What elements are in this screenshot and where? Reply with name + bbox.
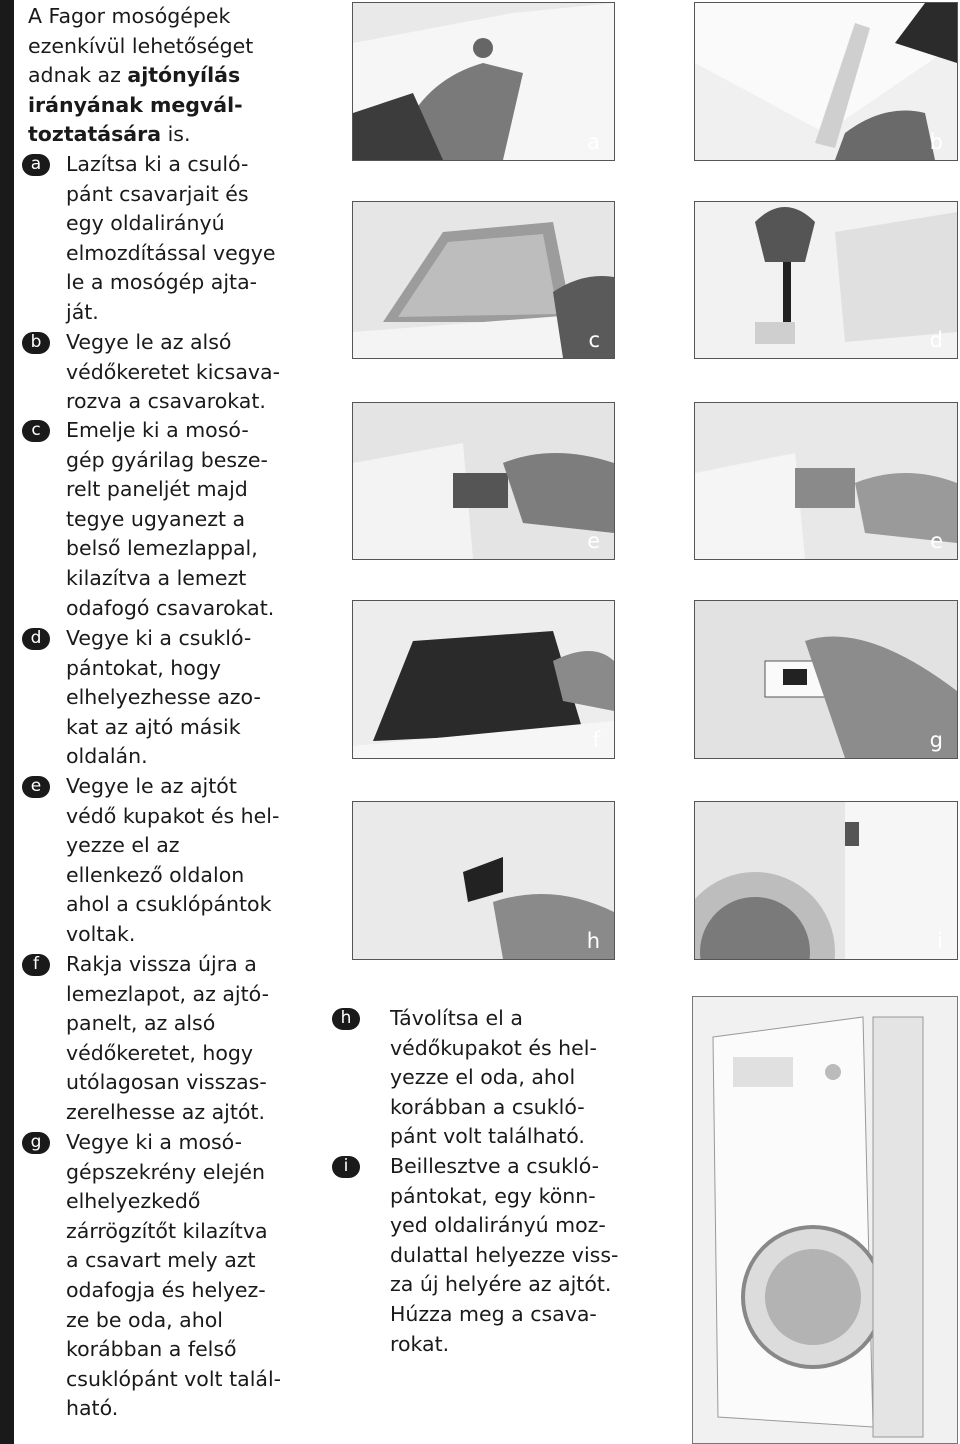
photo-label: a — [587, 130, 600, 154]
photo-e-cap-removal — [352, 402, 615, 560]
photo-c-panel-lift — [352, 201, 615, 359]
step-text: Beillesztve a csukló- pántokat, egy könn- yed oldalirányú moz- dulattal helyezze viss- za új helyére az ajtót. Húzza meg a csava- rokat. — [390, 1154, 619, 1356]
intro-line: ezenkívül lehetőséget — [28, 33, 254, 58]
step-letter-badge: c — [22, 420, 50, 442]
photo-a-door-removal — [352, 2, 615, 161]
step-letter-badge: f — [22, 954, 50, 976]
step-text: Vegye ki a mosó- gépszekrény elején elhelyezkedő zárrögzítőt kilazítva a csavart mely azt odafogja és helyez- ze be oda, ahol korábban a felső csuklópánt volt talál- ható. — [66, 1130, 282, 1421]
photo-label: h — [586, 929, 600, 953]
intro-line: A Fagor mosógépek — [28, 4, 231, 28]
step-text: Lazítsa ki a csuló- pánt csavarjait és egy oldalirányú elmozdítással vegye le a mosógép ajta- ját. — [66, 152, 276, 324]
step-text: Vegye le az ajtót védő kupakot és hel- yezze el az ellenkező oldalon ahol a csuklópántok voltak. — [66, 774, 280, 946]
photo-label: e — [930, 529, 943, 553]
step-letter-badge: d — [22, 628, 50, 650]
step-text: Vegye ki a csukló- pántokat, hogy elhelyezhesse azo- kat az ajtó másik oldalán. — [66, 626, 261, 769]
photo-b-lower-frame — [694, 2, 958, 161]
photo-d-hinge-screws — [694, 201, 958, 359]
intro-bold: ajtónyílás — [127, 63, 241, 88]
step-text: Rakja vissza újra a lemezlapot, az ajtó- panelt, az alsó védőkeretet, hogy utólagosan visszas- zerelhesse az ajtót. — [66, 952, 269, 1124]
photo-label: g — [929, 728, 943, 752]
photo-label: i — [937, 929, 943, 953]
step-letter-badge: a — [22, 154, 50, 176]
photo-washing-machine — [692, 996, 958, 1444]
photo-e-cap-placement — [694, 402, 958, 560]
step-letter-badge: h — [332, 1008, 360, 1030]
step-text: Távolítsa el a védőkupakot és hel- yezze el oda, ahol korábban a csukló- pánt volt található. — [390, 1006, 597, 1149]
step-letter-badge: g — [22, 1132, 50, 1154]
page-side-bar — [0, 0, 14, 1444]
step-letter-badge: i — [332, 1156, 360, 1178]
step-letter-badge: e — [22, 776, 50, 798]
photo-g-latch — [694, 600, 958, 759]
photo-label: c — [588, 328, 600, 352]
intro-bold: toztatására — [28, 122, 162, 147]
step-text: Emelje ki a mosó- gép gyárilag besze- relt paneljét majd tegye ugyanezt a belső lemezlappal, kilazítva a lemezt odafogó csavarokat. — [66, 418, 275, 620]
photo-label: f — [592, 728, 600, 752]
step-text: Vegye le az alsó védőkeretet kicsava- rozva a csavarokat. — [66, 330, 281, 414]
photo-label: e — [587, 529, 600, 553]
step-letter-badge: b — [22, 332, 50, 354]
photo-i-door-mount — [694, 801, 958, 960]
photo-label: b — [929, 130, 943, 154]
intro-line: adnak az — [28, 63, 128, 88]
intro-bold: irányának megvál- — [28, 92, 243, 117]
intro-line: is. — [161, 122, 191, 147]
photo-label: d — [929, 328, 943, 352]
intro-paragraph — [28, 2, 278, 150]
photo-h-cap-fitting — [352, 801, 615, 960]
photo-f-reassembly — [352, 600, 615, 759]
